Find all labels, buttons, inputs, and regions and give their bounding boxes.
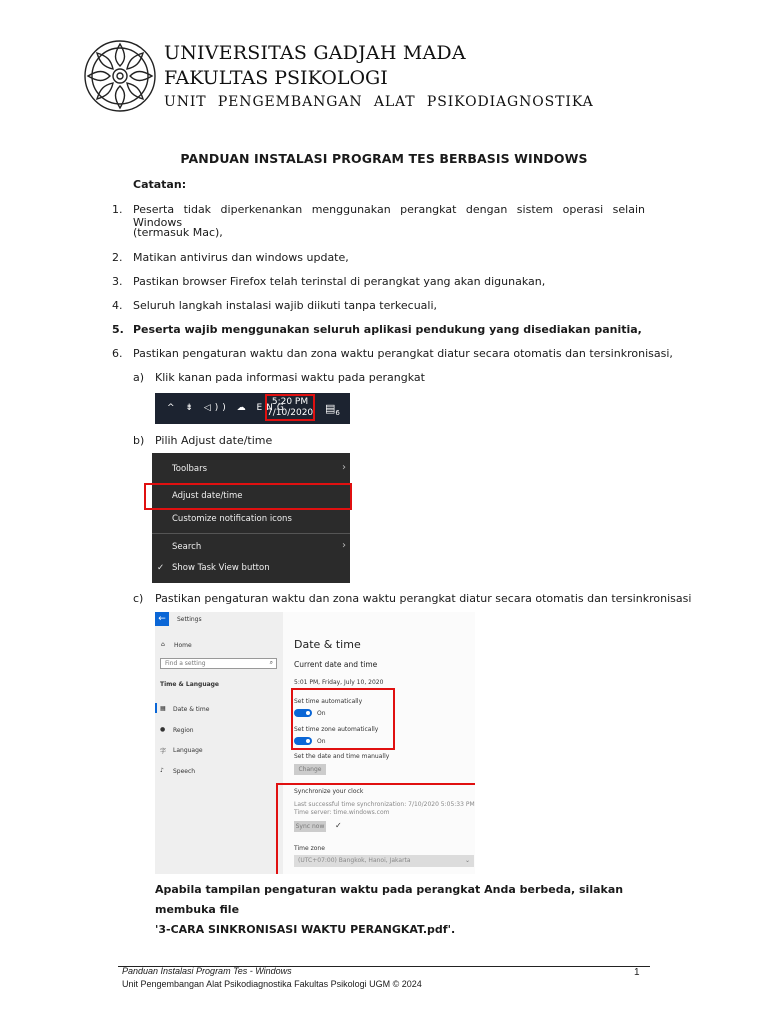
- page-title: PANDUAN INSTALASI PROGRAM TES BERBASIS WINDOWS: [180, 151, 588, 166]
- nav-language[interactable]: Language: [173, 747, 203, 754]
- section-heading: Time & Language: [160, 681, 220, 688]
- nav-date-time[interactable]: Date & time: [173, 706, 210, 713]
- microphone-icon: ♪: [160, 767, 164, 774]
- toggle-state: On: [317, 710, 326, 717]
- item-number: 4.: [112, 299, 123, 312]
- timezone-label: Time zone: [294, 845, 325, 852]
- footer-doc-title: Panduan Instalasi Program Tes - Windows: [122, 966, 292, 976]
- list-item-text: Peserta wajib menggunakan seluruh aplikasi pendukung yang disediakan panitia,: [133, 323, 642, 336]
- current-date-heading: Current date and time: [294, 660, 378, 669]
- set-manual-label: Set the date and time manually: [294, 753, 390, 760]
- tray-icons: ^ ⇟ ◁)) ☁ ENG: [167, 403, 288, 413]
- menu-item-adjust-date-time[interactable]: Adjust date/time: [172, 491, 243, 501]
- nav-home[interactable]: Home: [174, 642, 192, 649]
- settings-sidebar: [155, 612, 283, 874]
- substep-label: a): [133, 371, 145, 384]
- item-number: 3.: [112, 275, 123, 288]
- highlight-box: [276, 783, 475, 874]
- last-sync-text: Last successful time synchronization: 7/10/2020 5:05:33 PM: [294, 801, 475, 808]
- note-line: '3-CARA SINKRONISASI WAKTU PERANGKAT.pdf'.: [155, 923, 456, 936]
- chevron-down-icon: ⌄: [464, 857, 470, 864]
- chevron-right-icon: ›: [342, 462, 346, 473]
- settings-page-title: Date & time: [294, 638, 361, 651]
- set-tz-auto-label: Set time zone automatically: [294, 726, 379, 733]
- list-item-text: Matikan antivirus dan windows update,: [133, 251, 349, 264]
- page-number: 1: [634, 967, 640, 978]
- item-number: 2.: [112, 251, 123, 264]
- unit-name: UNIT PENGEMBANGAN ALAT PSIKODIAGNOSTIKA: [164, 94, 594, 110]
- substep-label: c): [133, 592, 144, 605]
- set-time-auto-label: Set time automatically: [294, 698, 363, 705]
- settings-screenshot: [155, 612, 475, 874]
- context-menu-screenshot: [152, 453, 350, 583]
- substep-text: Pilih Adjust date/time: [155, 434, 273, 447]
- list-item-text: Seluruh langkah instalasi wajib diikuti tanpa terkecuali,: [133, 299, 438, 312]
- list-item-text: Pastikan pengaturan waktu dan zona waktu perangkat diatur secara otomatis dan tersinkronisasi,: [133, 347, 673, 360]
- list-item-text: Peserta tidak diperkenankan menggunakan perangkat dengan sistem operasi selain Windows: [133, 203, 645, 229]
- timezone-value: (UTC+07:00) Bangkok, Hanoi, Jakarta: [298, 857, 411, 864]
- nav-region[interactable]: Region: [173, 727, 194, 734]
- highlight-box: [144, 483, 352, 510]
- closing-note: [155, 880, 655, 940]
- substep-text: Pastikan pengaturan waktu dan zona waktu perangkat diatur secara otomatis dan tersinkronisasi: [155, 592, 692, 605]
- note-line: Apabila tampilan pengaturan waktu pada perangkat Anda berbeda, silakan membuka file: [155, 883, 624, 916]
- substep-text: Klik kanan pada informasi waktu pada perangkat: [155, 371, 425, 384]
- active-indicator: [155, 703, 157, 713]
- language-icon: 字: [160, 748, 167, 755]
- taskbar-screenshot: [155, 393, 350, 424]
- taskbar-clock[interactable]: [265, 394, 315, 421]
- notes-label: Catatan:: [133, 178, 187, 191]
- notification-icon: $▤_6$: [325, 402, 340, 418]
- chevron-right-icon: ›: [342, 540, 346, 551]
- search-icon: ⌕: [269, 659, 273, 666]
- menu-item-show-task-view[interactable]: Show Task View button: [172, 563, 270, 573]
- list-item-text: (termasuk Mac),: [133, 226, 223, 239]
- menu-item-search[interactable]: Search: [172, 542, 202, 552]
- item-number: 6.: [112, 347, 123, 360]
- change-button[interactable]: Change: [294, 764, 326, 775]
- item-number: 1.: [112, 203, 123, 216]
- home-icon: ⌂: [161, 641, 165, 648]
- menu-separator: [152, 533, 350, 534]
- item-number: 5.: [112, 323, 124, 336]
- check-icon: ✓: [335, 821, 342, 830]
- footer-org: Unit Pengembangan Alat Psikodiagnostika Fakultas Psikologi UGM © 2024: [122, 979, 422, 989]
- check-icon: ✓: [157, 563, 165, 573]
- faculty-name: FAKULTAS PSIKOLOGI: [164, 67, 388, 89]
- sync-now-button[interactable]: Sync now: [295, 823, 325, 830]
- menu-item-toolbars[interactable]: Toolbars: [172, 464, 208, 474]
- clock-date: 7/10/2020: [267, 408, 314, 418]
- calendar-icon: ▦: [160, 705, 166, 712]
- toggle-state: On: [317, 738, 326, 745]
- nav-speech[interactable]: Speech: [173, 768, 196, 775]
- notification-count: 6: [335, 409, 340, 418]
- current-datetime: 5:01 PM, Friday, July 10, 2020: [294, 679, 384, 686]
- clock-time: 5:20 PM: [271, 397, 309, 407]
- substep-label: b): [133, 434, 145, 447]
- sync-heading: Synchronize your clock: [294, 788, 364, 795]
- ugm-logo-icon: [82, 38, 158, 114]
- menu-item-customize-notification-icons[interactable]: Customize notification icons: [172, 514, 292, 524]
- globe-icon: ●: [160, 726, 166, 733]
- letterhead: [82, 36, 702, 116]
- search-placeholder: Find a setting: [165, 660, 206, 667]
- highlight-box: [291, 688, 395, 750]
- time-server-text: Time server: time.windows.com: [294, 809, 390, 816]
- university-name: UNIVERSITAS GADJAH MADA: [164, 42, 466, 64]
- search-input[interactable]: [160, 658, 277, 669]
- list-item-text: Pastikan browser Firefox telah terinstal di perangkat yang akan digunakan,: [133, 275, 546, 288]
- window-title: Settings: [177, 616, 202, 623]
- back-arrow-icon[interactable]: ←: [155, 612, 169, 626]
